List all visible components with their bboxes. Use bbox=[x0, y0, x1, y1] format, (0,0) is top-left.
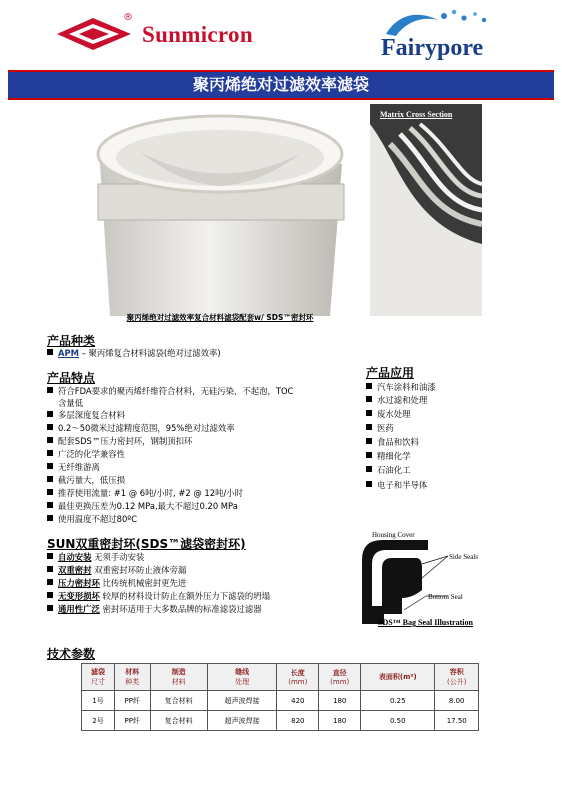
bullet-square-icon bbox=[47, 349, 53, 355]
feature-item: 配套SDS™压力密封环，钢制顶扣环 bbox=[47, 435, 192, 447]
col-header: 材料 种类 bbox=[115, 664, 151, 691]
feature-item: 最佳更换压差为0.12 MPa,最大不超过0.20 MPa bbox=[47, 500, 238, 512]
bottom-seal-label: Bottom Seal bbox=[428, 593, 463, 601]
feature-item-cont: 含量低 bbox=[58, 398, 84, 408]
filter-bag-photo bbox=[80, 104, 360, 316]
bullet-square-icon bbox=[47, 592, 53, 598]
bullet-square-icon bbox=[47, 579, 53, 585]
feature-item: 无纤维游离 bbox=[47, 461, 100, 473]
col-header: 滤袋 尺寸 bbox=[82, 664, 115, 691]
col-header: 缝线 处理 bbox=[207, 664, 277, 691]
page-title: 聚丙烯绝对过滤效率滤袋 bbox=[8, 70, 554, 100]
col-header: 容积 (公升) bbox=[435, 664, 479, 691]
feature-item: 广泛的化学兼容性 bbox=[47, 448, 125, 460]
feature-item: 多层深度复合材料 bbox=[47, 409, 125, 421]
application-item: 汽车涂料和油漆 bbox=[366, 381, 436, 393]
product-type-line bbox=[47, 347, 221, 359]
feature-item: 符合FDA要求的聚丙烯纤维符合材料，无硅污染，不起泡，TOC bbox=[47, 385, 293, 397]
bullet-square-icon bbox=[47, 476, 53, 482]
table-row: 2号 PP纤 复合材料 超声波焊接 820 180 0.50 17.50 bbox=[82, 711, 479, 731]
bullet-square-icon bbox=[47, 605, 53, 611]
sunmicron-brand-name: Sunmicron bbox=[142, 22, 253, 47]
feature-item: 推荐使用流量: #1 @ 6吨/小时, #2 @ 12吨/小时 bbox=[47, 487, 243, 499]
bullet-square-icon bbox=[47, 411, 53, 417]
applications-heading: 产品应用 bbox=[366, 366, 415, 380]
matrix-cross-section-photo bbox=[370, 104, 482, 316]
fairypore-brand-name: Fairypore bbox=[381, 35, 484, 61]
seal-item: 无变形损坏 较厚的材料设计防止在额外压力下滤袋的坍塌 bbox=[47, 590, 270, 602]
bullet-square-icon bbox=[47, 424, 53, 430]
application-item: 石油化工 bbox=[366, 464, 411, 476]
application-item: 医药 bbox=[366, 422, 394, 434]
bullet-square-icon bbox=[366, 438, 372, 444]
bullet-square-icon bbox=[366, 383, 372, 389]
application-item: 精细化学 bbox=[366, 450, 411, 462]
bullet-square-icon bbox=[47, 450, 53, 456]
table-row: 1号 PP纤 复合材料 超声波焊接 420 180 0.25 8.00 bbox=[82, 691, 479, 711]
bag-seal-illustration bbox=[356, 528, 506, 624]
bullet-square-icon bbox=[366, 481, 372, 487]
bullet-square-icon bbox=[47, 387, 53, 393]
feature-item: 截污量大，低压损 bbox=[47, 474, 125, 486]
application-item: 食品和饮料 bbox=[366, 436, 419, 448]
bullet-square-icon bbox=[47, 566, 53, 572]
feature-item: 0.2～50微米过滤精度范围，95%绝对过滤效率 bbox=[47, 422, 235, 434]
seal-item: 通用性广泛 密封环适用于大多数品牌的标准滤袋过滤器 bbox=[47, 603, 262, 615]
cross-section-label: Matrix Cross Section bbox=[380, 110, 453, 119]
application-item: 废水处理 bbox=[366, 408, 411, 420]
bullet-square-icon bbox=[366, 466, 372, 472]
col-header: 制造 材料 bbox=[150, 664, 207, 691]
photo-caption: 聚丙烯绝对过滤效率复合材料滤袋配套w/ SDS™密封环 bbox=[126, 313, 314, 322]
col-header: 长度 (mm) bbox=[277, 664, 319, 691]
product-code: APM bbox=[58, 348, 79, 358]
bullet-square-icon bbox=[366, 396, 372, 402]
tech-specs-heading: 技术参数 bbox=[47, 647, 96, 661]
product-type-heading: 产品种类 bbox=[47, 334, 96, 348]
tech-specs-table bbox=[81, 663, 479, 731]
product-type-desc: – 聚丙烯复合材料滤袋(绝对过滤效率) bbox=[78, 348, 221, 358]
features-heading: 产品特点 bbox=[47, 371, 96, 385]
bullet-square-icon bbox=[366, 410, 372, 416]
seal-item: 自动安装 无须手动安装 bbox=[47, 551, 144, 563]
sun-seal-heading: SUN双重密封环(SDS™滤袋密封环) bbox=[47, 537, 246, 551]
registered-mark: ® bbox=[123, 12, 133, 23]
seal-item: 双重密封 双重密封环防止液体旁漏 bbox=[47, 564, 186, 576]
bullet-square-icon bbox=[47, 502, 53, 508]
bullet-square-icon bbox=[47, 553, 53, 559]
feature-item: 使用温度不超过80ºC bbox=[47, 513, 137, 525]
bullet-square-icon bbox=[47, 463, 53, 469]
application-item: 电子和半导体 bbox=[366, 479, 427, 491]
seal-illustration-caption: SDS™ Bag Seal Illustration bbox=[378, 618, 473, 627]
application-item: 水过滤和处理 bbox=[366, 394, 427, 406]
col-header: 表面积(m²) bbox=[361, 664, 435, 691]
housing-cover-label: Housing Cover bbox=[372, 531, 415, 539]
bullet-square-icon bbox=[366, 424, 372, 430]
seal-item: 压力密封环 比传统机械密封更先进 bbox=[47, 577, 186, 589]
bullet-square-icon bbox=[47, 515, 53, 521]
bullet-square-icon bbox=[47, 489, 53, 495]
col-header: 直径 (mm) bbox=[319, 664, 361, 691]
bullet-square-icon bbox=[47, 437, 53, 443]
bullet-square-icon bbox=[366, 452, 372, 458]
side-seals-label: Side Seals bbox=[449, 553, 478, 561]
